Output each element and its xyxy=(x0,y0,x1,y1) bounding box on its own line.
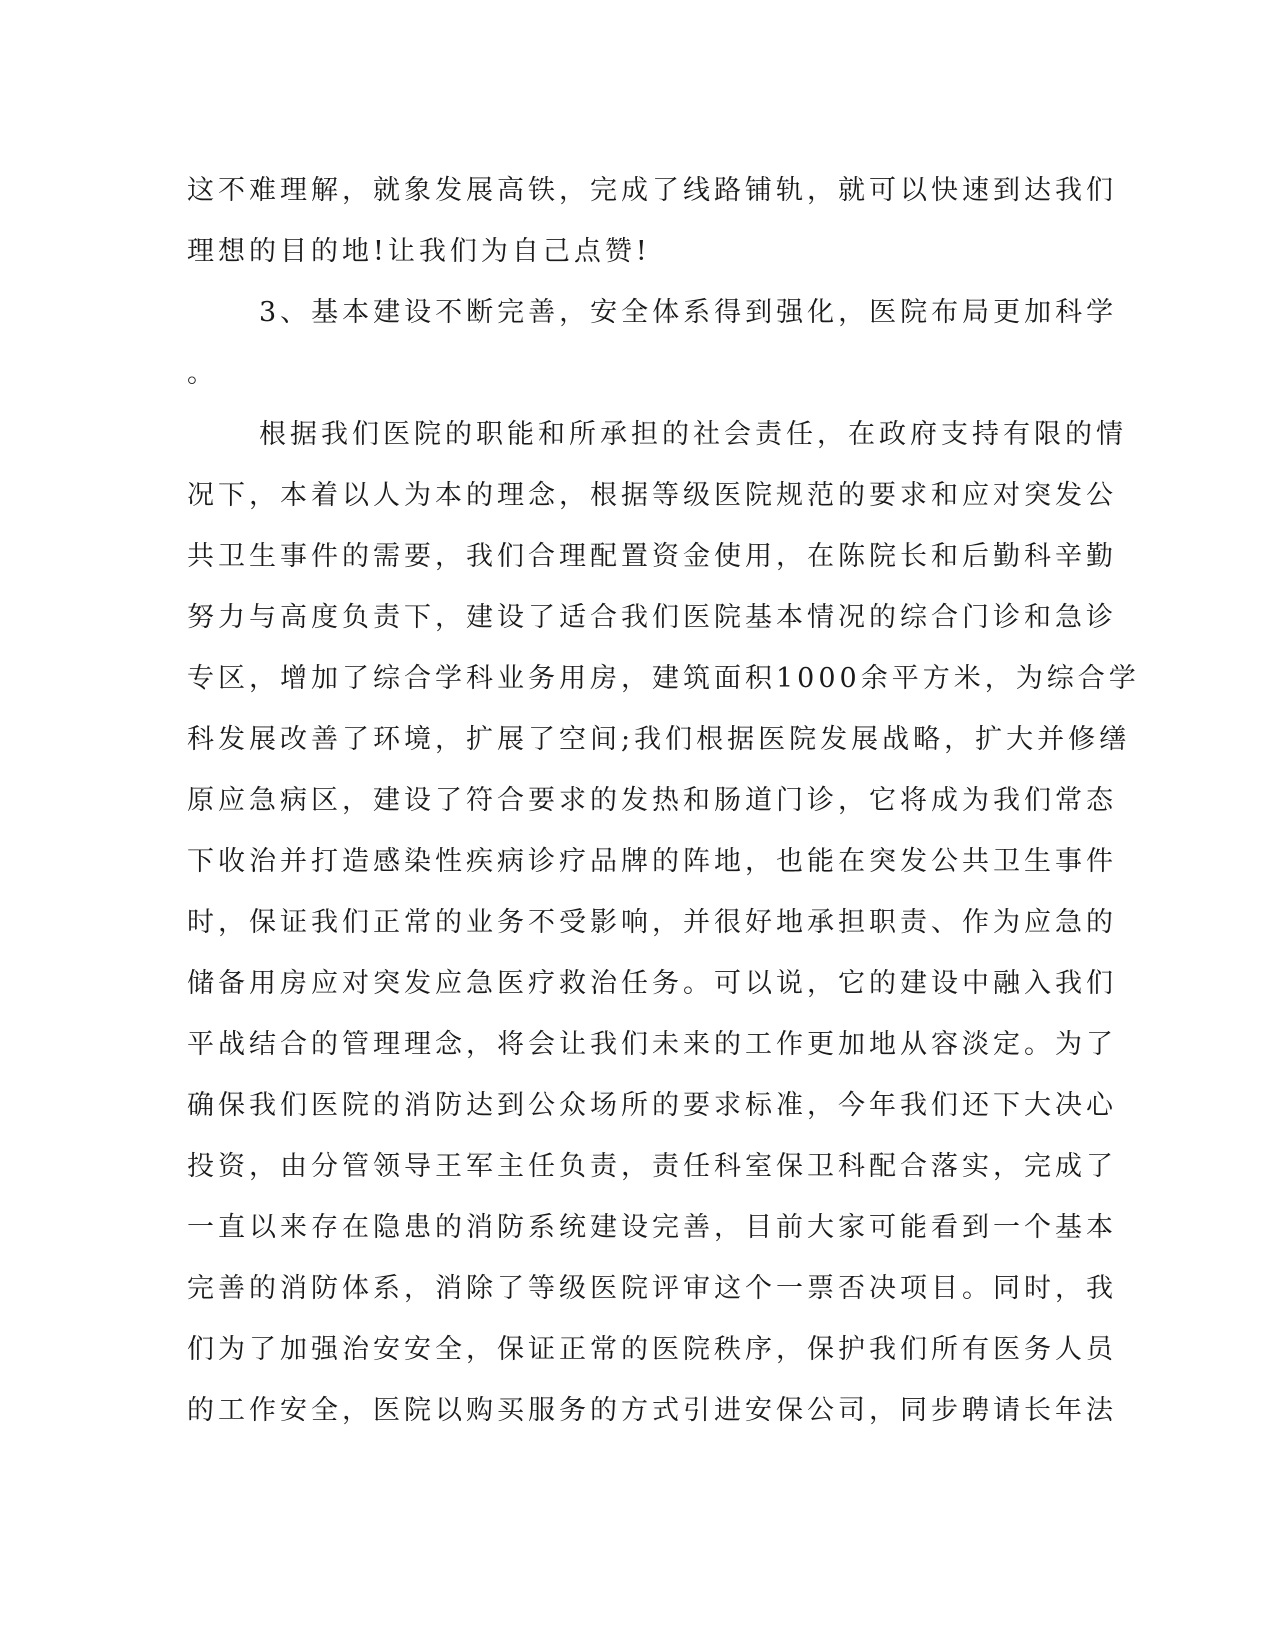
section-heading: 3、基本建设不断完善，安全体系得到强化，医院布局更加科学 xyxy=(259,297,1118,328)
paragraph-first-line: 根据我们医院的职能和所承担的社会责任，在政府支持有限的情 xyxy=(259,419,1127,450)
text-line: 专区，增加了综合学科业务用房，建筑面积1000余平方米，为综合学 xyxy=(187,663,1140,694)
text-line: 。 xyxy=(187,358,218,389)
text-line: 这不难理解，就象发展高铁，完成了线路铺轨，就可以快速到达我们 xyxy=(187,175,1117,206)
text-line: 努力与高度负责下，建设了适合我们医院基本情况的综合门诊和急诊 xyxy=(187,602,1117,633)
text-line: 的工作安全，医院以购买服务的方式引进安保公司，同步聘请长年法 xyxy=(187,1395,1117,1426)
text-line: 投资，由分管领导王军主任负责，责任科室保卫科配合落实，完成了 xyxy=(187,1151,1117,1182)
text-line: 况下，本着以人为本的理念，根据等级医院规范的要求和应对突发公 xyxy=(187,480,1117,511)
document-body xyxy=(187,160,1140,1441)
text-line: 理想的目的地!让我们为自己点赞! xyxy=(187,236,651,267)
text-line: 平战结合的管理理念，将会让我们未来的工作更加地从容淡定。为了 xyxy=(187,1029,1117,1060)
text-line: 一直以来存在隐患的消防系统建设完善，目前大家可能看到一个基本 xyxy=(187,1212,1117,1243)
text-line: 下收治并打造感染性疾病诊疗品牌的阵地，也能在突发公共卫生事件 xyxy=(187,846,1117,877)
text-line: 们为了加强治安安全，保证正常的医院秩序，保护我们所有医务人员 xyxy=(187,1334,1117,1365)
text-line: 科发展改善了环境，扩展了空间;我们根据医院发展战略，扩大并修缮 xyxy=(187,724,1131,755)
text-line: 原应急病区，建设了符合要求的发热和肠道门诊，它将成为我们常态 xyxy=(187,785,1117,816)
text-line: 完善的消防体系，消除了等级医院评审这个一票否决项目。同时，我 xyxy=(187,1273,1117,1304)
text-line: 共卫生事件的需要，我们合理配置资金使用，在陈院长和后勤科辛勤 xyxy=(187,541,1117,572)
text-line: 确保我们医院的消防达到公众场所的要求标准，今年我们还下大决心 xyxy=(187,1090,1117,1121)
text-line: 时，保证我们正常的业务不受影响，并很好地承担职责、作为应急的 xyxy=(187,907,1117,938)
text-line: 储备用房应对突发应急医疗救治任务。可以说，它的建设中融入我们 xyxy=(187,968,1117,999)
